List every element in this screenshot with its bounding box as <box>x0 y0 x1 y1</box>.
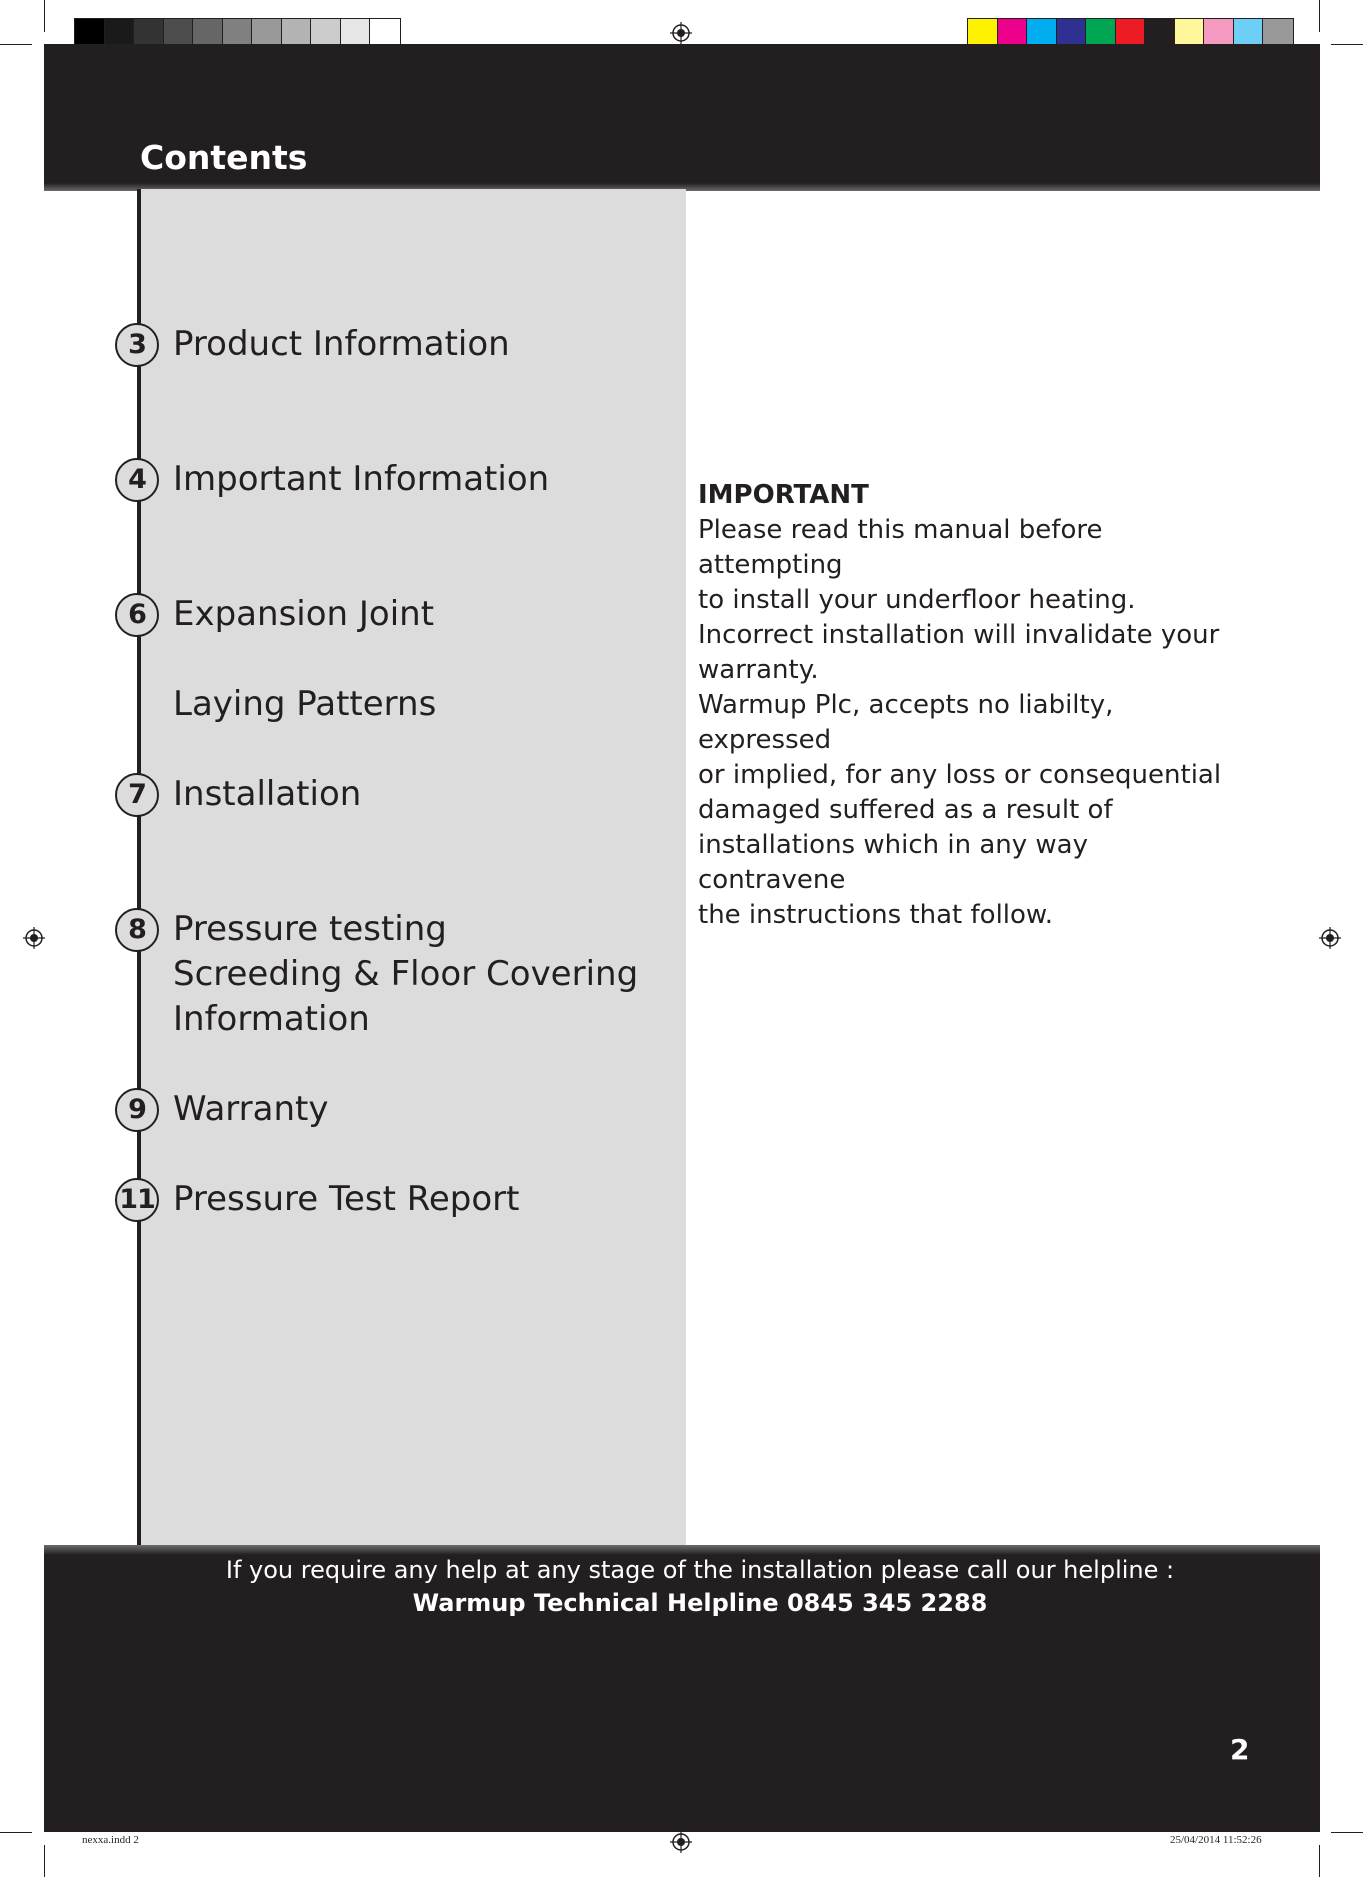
color-swatch <box>341 19 371 47</box>
color-swatch <box>370 19 400 47</box>
page-number: 2 <box>1230 1733 1250 1766</box>
toc-page-number: 9 <box>115 1088 159 1132</box>
registration-mark-icon <box>670 1831 692 1853</box>
toc-entry: Screeding & Floor Covering <box>173 954 639 994</box>
color-swatch <box>252 19 282 47</box>
color-swatch <box>105 19 135 47</box>
crop-mark <box>1331 1832 1363 1833</box>
color-swatch <box>1204 19 1234 47</box>
color-swatch <box>1116 19 1146 47</box>
color-swatch <box>1263 19 1293 47</box>
toc-entry: Important Information <box>173 459 550 499</box>
toc-entry: Pressure testing <box>173 909 447 949</box>
helpline-number: Warmup Technical Helpline 0845 345 2288 <box>412 1589 988 1617</box>
toc-entry: Warranty <box>173 1089 329 1129</box>
important-notice <box>698 478 1238 933</box>
color-swatch <box>1234 19 1264 47</box>
important-line: damaged suffered as a result of <box>698 795 1113 825</box>
slug-datetime: 25/04/2014 11:52:26 <box>1170 1834 1262 1846</box>
color-swatch <box>282 19 312 47</box>
color-swatch <box>311 19 341 47</box>
footer-shadow <box>44 1545 1320 1555</box>
crop-mark <box>1319 0 1320 32</box>
color-swatch <box>1086 19 1116 47</box>
color-swatch <box>164 19 194 47</box>
toc-entry: Expansion Joint <box>173 594 435 634</box>
important-line: the instructions that follow. <box>698 900 1054 930</box>
slug-filename: nexxa.indd 2 <box>82 1834 139 1846</box>
toc-page-number: 8 <box>115 908 159 952</box>
toc-page-number: 4 <box>115 458 159 502</box>
important-line: Warmup Plc, accepts no liabilty, expressed <box>698 690 1114 755</box>
color-swatch <box>1027 19 1057 47</box>
registration-mark-icon <box>670 22 692 44</box>
important-line: Please read this manual before attempting <box>698 515 1103 580</box>
color-swatch <box>1175 19 1205 47</box>
toc-entry: Information <box>173 999 370 1039</box>
crop-mark <box>0 44 32 45</box>
toc-page-number: 3 <box>115 323 159 367</box>
toc-entry: Laying Patterns <box>173 684 437 724</box>
important-line: or implied, for any loss or consequential <box>698 760 1222 790</box>
toc-page-number: 11 <box>115 1178 159 1222</box>
crop-mark <box>44 1845 45 1877</box>
crop-mark <box>44 0 45 32</box>
color-swatch <box>968 19 998 47</box>
color-swatch <box>134 19 164 47</box>
important-body <box>698 513 1238 933</box>
toc-entry: Installation <box>173 774 362 814</box>
color-swatch <box>193 19 223 47</box>
toc-page-number: 7 <box>115 773 159 817</box>
registration-mark-icon <box>23 927 45 949</box>
crop-mark <box>1319 1845 1320 1877</box>
important-line: installations which in any way contravene <box>698 830 1088 895</box>
important-line: warranty. <box>698 655 819 685</box>
toc-entry: Product Information <box>173 324 510 364</box>
color-swatch <box>1057 19 1087 47</box>
toc-entry: Pressure Test Report <box>173 1179 520 1219</box>
toc-page-number: 6 <box>115 593 159 637</box>
important-line: to install your underfloor heating. <box>698 585 1136 615</box>
help-text: If you require any help at any stage of the installation please call our helpline : <box>225 1556 1175 1584</box>
important-line: Incorrect installation will invalidate your <box>698 620 1220 650</box>
crop-mark <box>1331 44 1363 45</box>
color-swatch <box>1145 19 1175 47</box>
page-title: Contents <box>140 138 308 177</box>
toc-panel <box>140 189 686 1545</box>
crop-mark <box>0 1832 32 1833</box>
important-heading: IMPORTANT <box>698 480 869 510</box>
registration-mark-icon <box>1319 927 1341 949</box>
color-swatch <box>998 19 1028 47</box>
toc-timeline <box>137 189 141 1545</box>
color-swatch <box>75 19 105 47</box>
color-swatch <box>223 19 253 47</box>
